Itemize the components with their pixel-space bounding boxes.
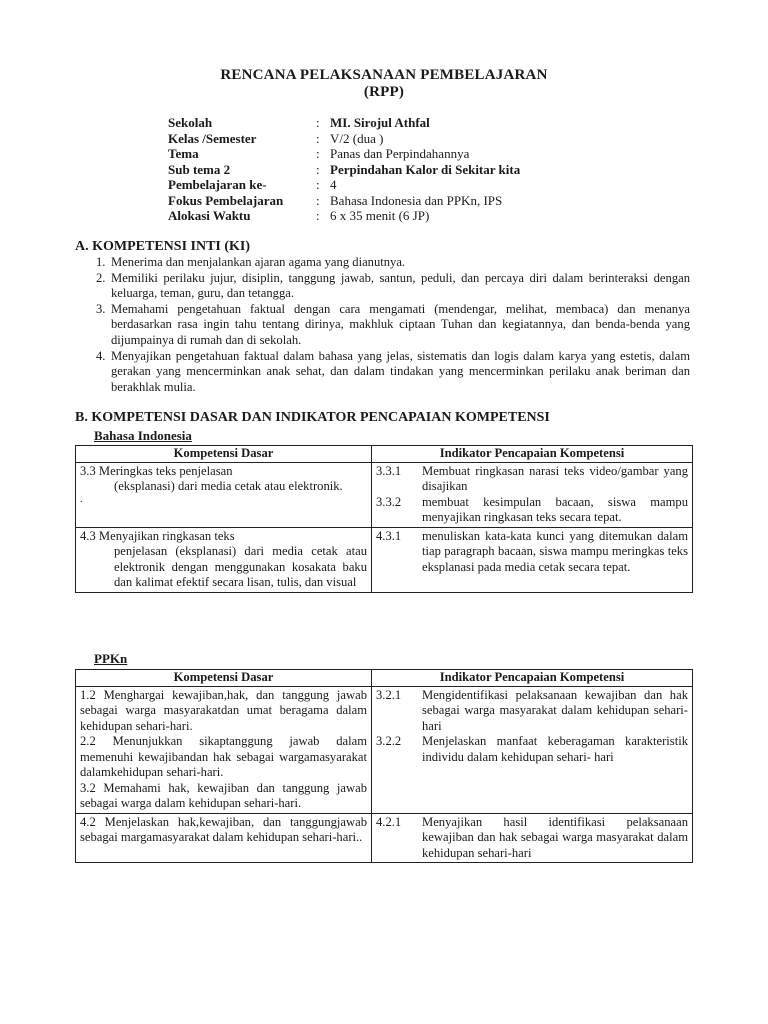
ipk-text: membuat kesimpulan bacaan, siswa mampu menyajikan ringkasan teks secara tepat.	[422, 494, 688, 524]
kd-item	[80, 781, 367, 812]
kd-number: 4.3	[80, 528, 96, 543]
info-label: Fokus Pembelajaran	[168, 192, 284, 208]
kd-first-line	[80, 464, 367, 480]
kd-text-first: Meringkas teks penjelasan	[98, 463, 233, 478]
ipk-text: Membuat ringkasan narasi teks video/gambar yang disajikan	[422, 463, 688, 493]
kd-item	[80, 734, 367, 781]
subject-ppkn: PPKn	[94, 651, 128, 666]
table-row	[76, 686, 693, 813]
ipk-item	[376, 734, 688, 765]
ipk-item	[376, 815, 688, 862]
identity-block	[168, 115, 520, 224]
col-header-ipk: Indikator Pencapaian Kompetensi	[372, 670, 693, 687]
info-row	[168, 146, 520, 162]
ipk-item	[376, 529, 688, 576]
info-value: V/2 (dua )	[330, 130, 384, 146]
ipk-cell	[372, 527, 693, 592]
kd-number: 3.3	[80, 463, 96, 478]
ipk-number: 3.3.2	[376, 494, 402, 509]
ki-item	[96, 302, 690, 349]
ki-item	[96, 271, 690, 302]
ki-text: Memahami pengetahuan faktual dengan cara mengamati (mendengar, melihat, membaca) dan menanya berdasarkan rasa ingin tahu tentang dirinya, makhluk ciptaan Tuhan dan kegiatannya, dan benda-benda yang dijumpainya di rumah dan di sekolah.	[111, 301, 690, 347]
ipk-text: Mengidentifikasi pelaksanaan kewajiban dan hak sebagai warga masyarakat dalam kehidupan sehari-hari	[422, 687, 688, 733]
ki-item	[96, 349, 690, 396]
kd-number: 1.2	[80, 687, 96, 702]
ipk-item	[376, 464, 688, 495]
doc-title: RENCANA PELAKSANAAN PEMBELAJARAN	[220, 67, 548, 83]
kd-item	[80, 464, 367, 505]
bahasa-table	[75, 445, 693, 593]
ipk-number: 4.3.1	[376, 528, 402, 543]
info-separator: :	[316, 192, 320, 208]
kd-text	[80, 734, 367, 781]
kd-cell	[76, 527, 372, 592]
ipk-cell	[372, 813, 693, 863]
ki-text: Memiliki perilaku jujur, disiplin, tanggung jawab, santun, peduli, dan percaya diri dalam berinteraksi dengan keluarga, teman, guru, dan tetangga.	[111, 270, 690, 301]
info-label: Kelas /Semester	[168, 130, 257, 146]
ipk-number: 3.3.1	[376, 463, 402, 478]
ki-number: 1.	[96, 255, 106, 269]
ki-list	[96, 255, 690, 395]
kd-text-rest: (eksplanasi) dari media cetak atau elektronik.	[114, 479, 343, 493]
col-header-ipk: Indikator Pencapaian Kompetensi	[372, 446, 693, 463]
kd-item	[80, 815, 367, 846]
kd-text	[80, 688, 367, 735]
info-value: MI. Sirojul Athfal	[330, 115, 430, 130]
kd-body: Memahami hak, kewajiban dan tanggung jawab sebagai warga dalam kehidupan sehari-hari.	[80, 780, 367, 810]
kd-text	[80, 781, 367, 812]
info-label: Sekolah	[168, 115, 213, 130]
ki-text: Menyajikan pengetahuan faktual dalam bahasa yang jelas, sistematis dan logis dalam karya yang estetis, dalam gerakan yang mencerminkan anak sehat, dan dalam tindakan yang mencerminkan perilaku anak beriman dan berakhlak mulia.	[111, 348, 690, 394]
table-row	[76, 527, 693, 592]
kd-number: 3.2	[80, 780, 96, 795]
section-a-heading: A. KOMPETENSI INTI (KI)	[75, 239, 251, 254]
ipk-number: 4.2.1	[376, 814, 402, 829]
ki-number: 2.	[96, 270, 106, 285]
ipk-cell	[372, 686, 693, 813]
ipk-item	[376, 688, 688, 735]
section-b-heading: B. KOMPETENSI DASAR DAN INDIKATOR PENCAPAIAN KOMPETENSI	[75, 410, 550, 425]
info-label: Pembelajaran ke-	[168, 177, 267, 192]
info-label: Alokasi Waktu	[168, 208, 251, 223]
kd-item	[80, 529, 367, 591]
kd-first-line	[80, 529, 367, 545]
table-row	[76, 462, 693, 527]
info-row	[168, 193, 520, 209]
kd-cell	[76, 686, 372, 813]
info-value: 4	[330, 177, 337, 192]
info-label: Sub tema 2	[168, 161, 231, 177]
ipk-text: Menjelaskan manfaat keberagaman karakteristik individu dalam kehidupan sehari- hari	[422, 734, 688, 764]
kd-dot: .	[80, 493, 83, 505]
ipk-number: 3.2.2	[376, 734, 402, 748]
info-value: 6 x 35 menit (6 JP)	[330, 208, 430, 223]
info-row	[168, 177, 520, 193]
info-row	[168, 115, 520, 131]
info-separator: :	[316, 177, 320, 192]
kd-item	[80, 688, 367, 735]
info-value: Panas dan Perpindahannya	[330, 146, 470, 161]
col-header-kd: Kompetensi Dasar	[76, 670, 372, 687]
kd-number: 4.2	[80, 814, 96, 829]
kd-number: 2.2	[80, 734, 96, 748]
ki-number: 4.	[96, 348, 106, 363]
ipk-text: Menyajikan hasil identifikasi pelaksanaan kewajiban dan hak sebagai warga masyarakat dalam kehidupan sehari-hari	[422, 814, 688, 860]
ipk-text: menuliskan kata-kata kunci yang ditemukan dalam tiap paragraph bacaan, siswa mampu meringkas teks eksplanasi pada media cetak secara tepat.	[422, 528, 688, 574]
info-row	[168, 131, 520, 147]
info-separator: :	[316, 208, 320, 223]
ipk-cell	[372, 462, 693, 527]
info-separator: :	[316, 161, 320, 177]
ipk-number: 3.2.1	[376, 687, 402, 702]
ppkn-table	[75, 669, 693, 863]
kd-text	[80, 815, 367, 846]
kd-cell	[76, 813, 372, 863]
kd-text-rest: penjelasan (eksplanasi) dari media cetak atau elektronik dengan menggunakan kosakata baku dan kalimat efektif secara lisan, tulis, dan visual	[114, 544, 367, 589]
ki-item	[96, 255, 690, 271]
info-separator: :	[316, 115, 320, 130]
info-separator: :	[316, 130, 320, 146]
ki-text: Menerima dan menjalankan ajaran agama yang dianutnya.	[111, 255, 406, 269]
info-value: Perpindahan Kalor di Sekitar kita	[330, 161, 521, 177]
table-row	[76, 813, 693, 863]
subject-bahasa: Bahasa Indonesia	[94, 428, 192, 443]
info-value: Bahasa Indonesia dan PPKn, IPS	[330, 192, 503, 208]
info-row	[168, 208, 520, 224]
info-row	[168, 162, 520, 178]
kd-cell	[76, 462, 372, 527]
kd-body: Menjelaskan hak,kewajiban, dan tanggungjawab sebagai margamasyarakat dalam kehidupan sehari-hari..	[80, 814, 367, 844]
kd-body: Menghargai kewajiban,hak, dan tanggung jawab sebagai warga masyarakatdan umat beragama dalam kehidupan sehari-hari.	[80, 687, 367, 733]
kd-body: Menunjukkan sikaptanggung jawab dalam memenuhi kewajibandan hak sebagai wargamasyarakat dalamkehidupan sehari-hari.	[80, 734, 367, 779]
doc-subtitle: (RPP)	[363, 84, 405, 100]
ipk-item	[376, 495, 688, 526]
info-label: Tema	[168, 146, 199, 161]
kd-text-first: Menyajikan ringkasan teks	[98, 528, 235, 543]
info-separator: :	[316, 146, 320, 161]
col-header-kd: Kompetensi Dasar	[76, 446, 372, 463]
ki-number: 3.	[96, 301, 106, 316]
